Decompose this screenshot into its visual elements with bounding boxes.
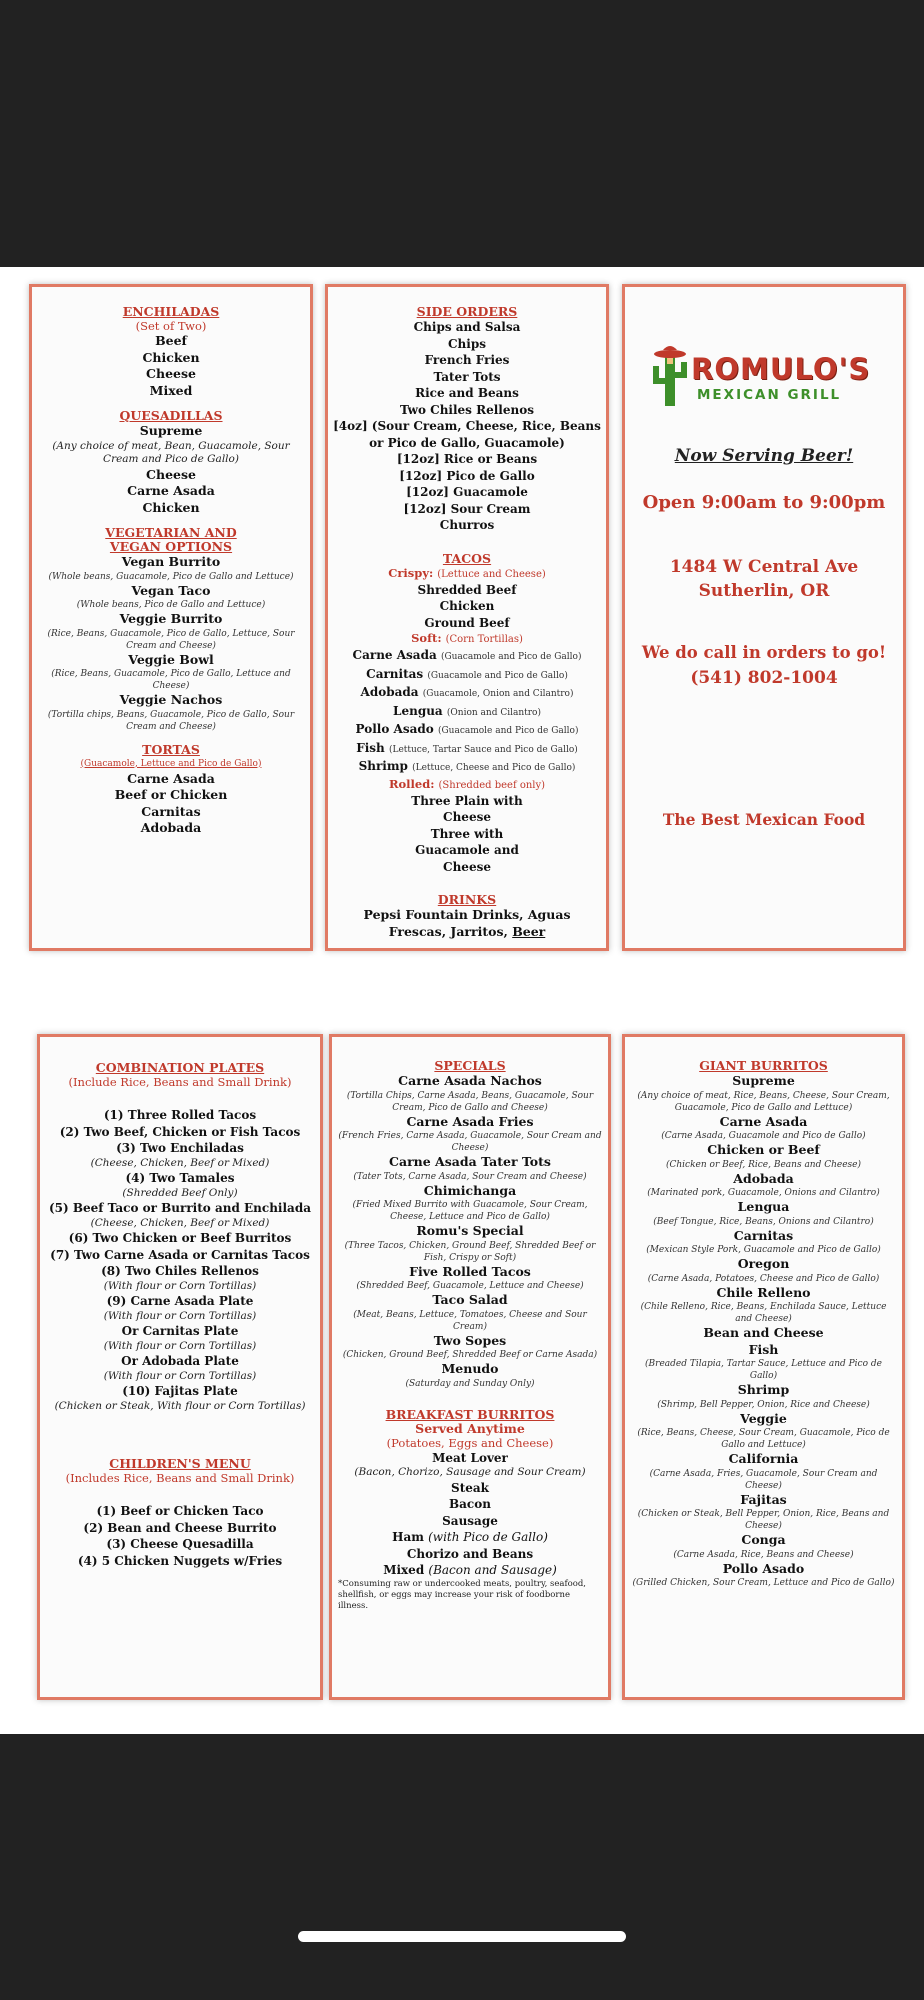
crispy-taco-item: Shredded Beef (417, 582, 517, 597)
panel-enchiladas-quesadillas (29, 284, 313, 951)
childrens-item: (4) 5 Chicken Nuggets w/Fries (77, 1553, 283, 1568)
giant-burrito-item-desc: (Chicken or Beef, Rice, Beans and Cheese) (665, 1159, 862, 1170)
consumption-notice: *Consuming raw or undercooked meats, poultry, seafood, shellfish, or eggs may increase your risk of foodborne illness. (338, 1578, 587, 1611)
soft-desc: (Corn Tortillas) (445, 634, 523, 645)
rolled-tacos-list (332, 793, 602, 876)
soft-taco-item-name: Fish (356, 740, 385, 755)
tacos-heading: TACOS (442, 550, 492, 566)
special-item-desc: (Tortilla Chips, Carne Asada, Beans, Guacamole, Sour Cream, Pico de Gallo and Cheese) (346, 1090, 594, 1113)
soft-taco-item-desc: (Guacamole, Onion and Cilantro) (422, 689, 574, 699)
combo-item-desc: (Cheese, Chicken, Beef or Mixed) (90, 1156, 270, 1169)
vegetarian-list (38, 554, 304, 733)
hours: Open 9:00am to 9:00pm (642, 492, 886, 513)
combo-item: (5) Beef Taco or Burrito and Enchilada (48, 1201, 311, 1215)
tagline: The Best Mexican Food (662, 810, 866, 829)
breakfast-subtitle: (Potatoes, Eggs and Cheese) (386, 1435, 554, 1450)
soft-taco-item-name: Carnitas (366, 666, 424, 681)
giant-burrito-item: Adobada (733, 1170, 794, 1186)
specials-heading: SPECIALS (434, 1058, 506, 1073)
soft-taco-item-desc: (Guacamole and Pico de Gallo) (437, 726, 579, 736)
vegetarian-item-desc: (Whole beans, Guacamole, Pico de Gallo and Lettuce) (48, 571, 294, 582)
giant-burritos-heading: GIANT BURRITOS (699, 1058, 828, 1073)
crispy-tacos-list (332, 582, 602, 632)
call-in-orders: We do call in orders to go! (641, 643, 887, 662)
mixed-desc: (Bacon and Sausage) (428, 1563, 557, 1577)
vegetarian-item-desc: (Tortilla chips, Beans, Guacamole, Pico de Gallo, Sour Cream and Cheese) (47, 709, 295, 732)
mixed-label: Mixed (383, 1563, 425, 1577)
rolled-label: Rolled: (388, 776, 435, 791)
combination-plates-subtitle: (Include Rice, Beans and Small Drink) (68, 1075, 292, 1089)
soft-taco-item (332, 684, 602, 703)
vegetarian-heading: VEGETARIAN AND VEGAN OPTIONS (105, 525, 237, 554)
quesadilla-supreme: Supreme (139, 423, 203, 438)
panel-sides-tacos-drinks (325, 284, 609, 951)
special-item: Romu's Special (416, 1223, 524, 1238)
quesadilla-item: Carne Asada (127, 483, 215, 498)
breakfast-list (338, 1480, 602, 1530)
vegetarian-item: Vegan Taco (131, 582, 211, 598)
giant-burrito-item: Oregon (737, 1256, 790, 1271)
giant-burrito-item: Pollo Asado (722, 1560, 805, 1576)
breakfast-mixed (338, 1562, 602, 1579)
combo-item: (8) Two Chiles Rellenos (101, 1264, 259, 1278)
panel-restaurant-info (622, 284, 906, 951)
side-order-item: Chips (448, 336, 486, 351)
special-item: Two Sopes (433, 1332, 507, 1348)
combo-item-desc: (With flour or Corn Tortillas) (103, 1339, 257, 1352)
breakfast-served: Served Anytime (415, 1420, 525, 1436)
giant-burrito-item-desc: (Any choice of meat, Rice, Beans, Cheese, Sour Cream, Guacamole, Pico de Gallo and Lettuce) (637, 1090, 890, 1113)
vegetarian-item: Veggie Burrito (119, 611, 223, 626)
enchilada-item: Mixed (149, 382, 193, 398)
restaurant-logo (639, 340, 889, 412)
crispy-taco-item: Chicken (439, 599, 495, 613)
enchilada-item: Chicken (142, 349, 200, 365)
side-order-item: Churros (439, 518, 495, 532)
soft-taco-item-desc: (Guacamole and Pico de Gallo) (440, 652, 582, 662)
giant-burrito-item-desc: (Shrimp, Bell Pepper, Onion, Rice and Cheese) (657, 1399, 870, 1410)
enchiladas-list (38, 333, 304, 399)
giant-burrito-item: Chicken or Beef (707, 1142, 820, 1157)
enchilada-item: Beef (155, 333, 187, 348)
enchilada-item: Cheese (146, 366, 196, 381)
combo-item-desc: (Shredded Beef Only) (122, 1186, 238, 1199)
panel-giant-burritos (622, 1034, 905, 1700)
giant-burrito-item-desc: (Chicken or Steak, Bell Pepper, Onion, Rice, Beans and Cheese) (637, 1509, 890, 1531)
soft-taco-item (332, 721, 602, 740)
crispy-label: Crispy: (388, 565, 434, 580)
rolled-taco-item: Three with Guacamole and Cheese (415, 826, 519, 874)
special-item-desc: (Tater Tots, Carne Asada, Sour Cream and Cheese) (353, 1171, 587, 1182)
quesadilla-supreme-desc: (Any choice of meat, Bean, Guacamole, Sour Cream and Pico de Gallo) (52, 439, 290, 465)
breakfast-item: Bacon (449, 1497, 491, 1511)
soft-tacos-list (332, 647, 602, 777)
combination-plates-list (46, 1107, 314, 1413)
childrens-item: (2) Bean and Cheese Burrito (83, 1520, 277, 1535)
special-item: Menudo (441, 1361, 499, 1376)
special-item-desc: (Fried Mixed Burrito with Guacamole, Sour Cream, Cheese, Lettuce and Pico de Gallo) (352, 1200, 588, 1222)
combo-item-desc: (With flour or Corn Tortillas) (103, 1369, 257, 1382)
combo-item: Or Adobada Plate (121, 1354, 239, 1368)
soft-taco-item-desc: (Lettuce, Tartar Sauce and Pico de Gallo) (388, 744, 578, 755)
crispy-taco-item: Ground Beef (424, 615, 510, 630)
special-item-desc: (Three Tacos, Chicken, Ground Beef, Shredded Beef or Fish, Crispy or Soft) (344, 1240, 596, 1263)
soft-taco-item-name: Pollo Asado (355, 722, 434, 736)
torta-item: Carnitas (141, 803, 201, 819)
side-order-item: Tater Tots (433, 369, 501, 384)
combo-item: (9) Carne Asada Plate (106, 1294, 254, 1308)
special-item-desc: (Meat, Beans, Lettuce, Tomatoes, Cheese and Sour Cream) (353, 1309, 587, 1332)
soft-taco-item (332, 647, 602, 666)
home-indicator[interactable] (298, 1931, 626, 1942)
beer-notice: Now Serving Beer! (674, 446, 854, 466)
vegetarian-item-desc: (Whole beans, Pico de Gallo and Lettuce) (76, 600, 266, 610)
combo-item: (10) Fajitas Plate (122, 1384, 238, 1398)
giant-burrito-item: Chile Relleno (716, 1284, 811, 1300)
breakfast-item: Steak (451, 1480, 489, 1495)
combo-item-desc: (With flour or Corn Tortillas) (103, 1309, 257, 1322)
combination-plates-heading: COMBINATION PLATES (95, 1060, 265, 1075)
phone-number: (541) 802-1004 (690, 668, 838, 688)
special-item: Five Rolled Tacos (409, 1263, 531, 1279)
torta-item: Adobada (140, 820, 202, 835)
side-order-item: Rice and Beans (415, 386, 519, 400)
torta-item: Beef or Chicken (114, 787, 228, 802)
giant-burrito-item-desc: (Carne Asada, Rice, Beans and Cheese) (673, 1549, 854, 1560)
quesadillas-list (38, 467, 304, 517)
side-order-item: [12oz] Sour Cream (403, 501, 531, 516)
soft-label: Soft: (411, 631, 442, 645)
combo-item: (1) Three Rolled Tacos (103, 1108, 257, 1122)
soft-taco-item-name: Shrimp (358, 759, 408, 773)
tortas-subtitle: (Guacamole, Lettuce and Pico de Gallo) (80, 758, 262, 769)
giant-burrito-item-desc: (Mexican Style Pork, Guacamole and Pico de Gallo) (646, 1245, 881, 1255)
giant-burrito-item: Lengua (737, 1199, 790, 1214)
breakfast-item: Sausage (442, 1513, 498, 1528)
soft-taco-item-desc: (Lettuce, Cheese and Pico de Gallo) (412, 763, 576, 773)
giant-burrito-item: California (728, 1451, 799, 1466)
rolled-taco-item: Three Plain with Cheese (411, 793, 523, 824)
side-order-item: [12oz] Rice or Beans (396, 452, 538, 466)
logo-subtitle: MEXICAN GRILL (697, 387, 842, 403)
crispy-desc: (Lettuce and Cheese) (437, 568, 546, 580)
giant-burrito-item: Bean and Cheese (703, 1325, 824, 1340)
breakfast-burritos-heading: BREAKFAST BURRITOS (385, 1406, 555, 1422)
rolled-desc: (Shredded beef only) (438, 779, 546, 791)
vegetarian-item: Veggie Nachos (119, 692, 223, 707)
breakfast-meat-lover-desc: (Bacon, Chorizo, Sausage and Sour Cream) (354, 1466, 586, 1478)
torta-item: Carne Asada (127, 770, 215, 786)
special-item-desc: (Chicken, Ground Beef, Shredded Beef or Carne Asada) (342, 1350, 598, 1360)
ham-label: Ham (392, 1530, 424, 1544)
drinks-heading: DRINKS (437, 892, 497, 907)
soft-taco-item-name: Lengua (393, 703, 443, 718)
special-item: Carne Asada Fries (406, 1113, 534, 1129)
side-order-item: [12oz] Pico de Gallo (399, 468, 535, 483)
giant-burrito-item: Conga (741, 1532, 786, 1547)
combo-item-desc: (Cheese, Chicken, Beef or Mixed) (90, 1216, 270, 1229)
cactus-logo-icon (645, 344, 695, 410)
special-item: Taco Salad (432, 1292, 508, 1307)
combo-item: Or Carnitas Plate (121, 1324, 239, 1338)
childrens-menu-heading: CHILDREN'S MENU (109, 1456, 251, 1471)
quesadilla-item: Chicken (142, 499, 200, 515)
giant-burrito-item: Shrimp (737, 1382, 790, 1397)
giant-burrito-item: Fish (748, 1341, 779, 1357)
special-item: Carne Asada Nachos (398, 1073, 542, 1088)
vegetarian-item: Veggie Bowl (128, 651, 214, 667)
soft-taco-item-name: Adobada (360, 685, 419, 699)
soft-taco-item (332, 666, 602, 685)
giant-burrito-item-desc: (Carne Asada, Guacamole and Pico de Gallo) (661, 1131, 866, 1141)
tacos-crispy (332, 566, 602, 582)
soft-taco-item (332, 758, 602, 777)
giant-burrito-item-desc: (Chile Relleno, Rice, Beans, Enchilada Sauce, Lettuce and Cheese) (640, 1302, 887, 1324)
ham-desc: (with Pico de Gallo) (428, 1530, 548, 1544)
combo-item-desc: (Chicken or Steak, With flour or Corn Tortillas) (54, 1399, 306, 1412)
soft-taco-item-desc: (Guacamole and Pico de Gallo) (427, 670, 568, 681)
giant-burrito-item-desc: (Carne Asada, Potatoes, Cheese and Pico de Gallo) (647, 1273, 880, 1284)
childrens-item: (1) Beef or Chicken Taco (96, 1504, 264, 1518)
vegetarian-item-desc: (Rice, Beans, Guacamole, Pico de Gallo, Lettuce, Sour Cream and Cheese) (47, 628, 295, 651)
special-item-desc: (French Fries, Carne Asada, Guacamole, Sour Cream and Cheese) (338, 1131, 602, 1153)
tortas-heading: TORTAS (142, 741, 200, 757)
special-item-desc: (Shredded Beef, Guacamole, Lettuce and Cheese) (356, 1281, 584, 1291)
drinks-beer: Beer (512, 923, 546, 939)
childrens-menu-subtitle: (Includes Rice, Beans and Small Drink) (65, 1471, 295, 1485)
quesadilla-item: Cheese (146, 466, 196, 482)
giant-burrito-item-desc: (Beef Tongue, Rice, Beans, Onions and Cilantro) (653, 1216, 874, 1227)
giant-burrito-item: Fajitas (740, 1491, 787, 1507)
breakfast-ham (338, 1529, 602, 1546)
giant-burrito-item-desc: (Grilled Chicken, Sour Cream, Lettuce and Pico de Gallo) (632, 1578, 895, 1588)
address-line1: 1484 W Central Ave (669, 557, 859, 577)
panel-combinations-children (37, 1034, 323, 1700)
drinks-text (332, 907, 602, 940)
giant-burrito-item: Veggie (740, 1410, 787, 1426)
breakfast-chorizo: Chorizo and Beans (406, 1546, 534, 1561)
special-item: Carne Asada Tater Tots (389, 1154, 551, 1169)
combo-item: (4) Two Tamales (125, 1171, 235, 1185)
giant-burrito-item: Carne Asada (719, 1113, 808, 1129)
side-order-item: [4oz] (Sour Cream, Cheese, Rice, Beans or Pico de Gallo, Guacamole) (333, 419, 601, 450)
enchiladas-subtitle: (Set of Two) (135, 319, 207, 333)
giant-burrito-item-desc: (Carne Asada, Fries, Guacamole, Sour Cream and Cheese) (649, 1468, 878, 1491)
giant-burrito-item: Carnitas (733, 1227, 794, 1243)
side-order-item: [12oz] Guacamole (406, 485, 528, 499)
combo-item: (2) Two Beef, Chicken or Fish Tacos (59, 1124, 301, 1139)
enchiladas-heading: ENCHILADAS (122, 304, 220, 319)
childrens-menu-list (46, 1503, 314, 1569)
specials-list (338, 1073, 602, 1390)
tacos-rolled (332, 777, 602, 793)
soft-taco-item (332, 740, 602, 759)
address-line2: Sutherlin, OR (698, 581, 830, 601)
drinks-list: Pepsi Fountain Drinks, Aguas Frescas, Jarritos, (363, 907, 571, 939)
soft-taco-item-name: Carne Asada (352, 648, 437, 662)
tacos-soft (332, 631, 602, 647)
vegetarian-item: Vegan Burrito (121, 554, 221, 569)
panel-specials-breakfast (329, 1034, 611, 1700)
tortas-list (38, 771, 304, 837)
side-orders-list (332, 319, 602, 534)
special-item-desc: (Saturday and Sunday Only) (405, 1378, 535, 1389)
soft-taco-item (332, 703, 602, 722)
combo-item: (3) Two Enchiladas (116, 1141, 244, 1155)
side-order-item: Chips and Salsa (413, 320, 521, 334)
side-orders-heading: SIDE ORDERS (416, 304, 518, 319)
special-item: Chimichanga (423, 1182, 517, 1198)
giant-burritos-list (631, 1073, 896, 1589)
giant-burrito-item-desc: (Marinated pork, Guacamole, Onions and Cilantro) (647, 1188, 880, 1198)
combo-item-desc: (With flour or Corn Tortillas) (103, 1279, 257, 1292)
side-order-item: Two Chiles Rellenos (400, 402, 534, 417)
breakfast-meat-lover: Meat Lover (432, 1450, 508, 1465)
soft-taco-item-desc: (Onion and Cilantro) (446, 707, 541, 718)
combo-item: (7) Two Carne Asada or Carnitas Tacos (50, 1247, 310, 1262)
quesadillas-heading: QUESADILLAS (119, 408, 223, 423)
giant-burrito-item: Supreme (732, 1073, 795, 1088)
giant-burrito-item-desc: (Rice, Beans, Cheese, Sour Cream, Guacamole, Pico de Gallo and Lettuce) (637, 1428, 890, 1450)
combo-item: (6) Two Chicken or Beef Burritos (68, 1231, 292, 1245)
logo-name: ROMULO'S (691, 352, 871, 386)
childrens-item: (3) Cheese Quesadilla (106, 1537, 254, 1551)
vegetarian-item-desc: (Rice, Beans, Guacamole, Pico de Gallo, Lettuce and Cheese) (51, 669, 291, 691)
giant-burrito-item-desc: (Breaded Tilapia, Tartar Sauce, Lettuce and Pico de Gallo) (645, 1359, 882, 1381)
side-order-item: French Fries (424, 353, 510, 367)
